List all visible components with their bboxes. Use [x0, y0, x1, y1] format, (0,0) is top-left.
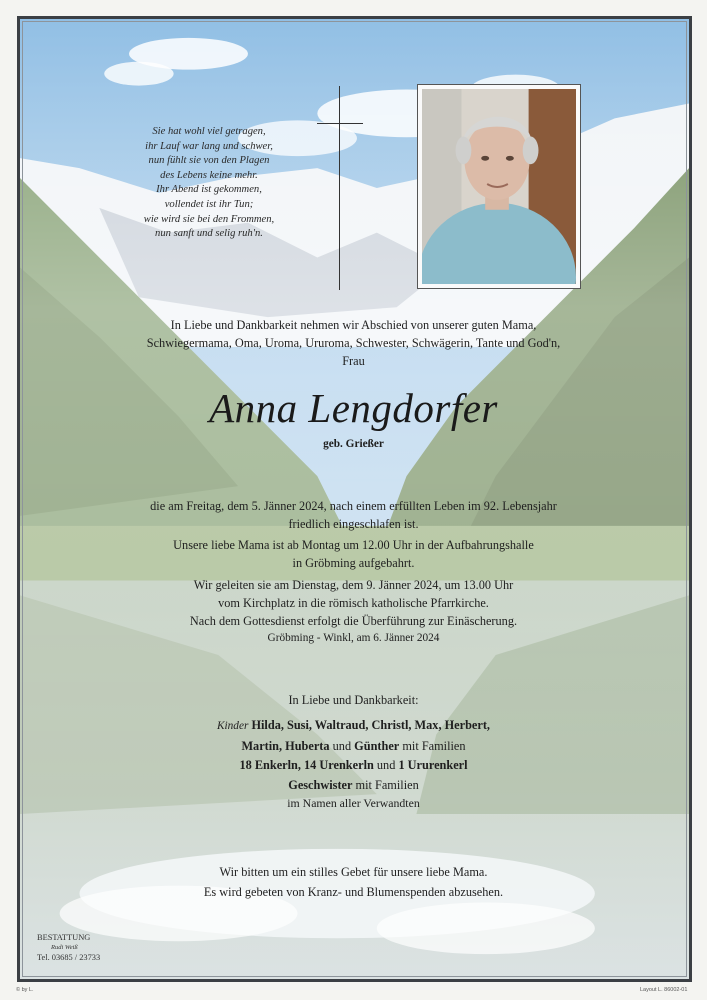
poem-line: Sie hat wohl viel getragen,: [152, 126, 266, 137]
siblings: Geschwister: [288, 777, 353, 792]
intro-line: Schwiegermama, Oma, Uroma, Ururoma, Schwester, Schwägerin, Tante und God'n,: [146, 336, 561, 350]
closing-line: Wir bitten um ein stilles Gebet für unsere liebe Mama.: [219, 865, 488, 879]
children-last: Günther: [354, 738, 400, 753]
intro-text: [0, 316, 707, 370]
intro-line: Frau: [342, 354, 365, 368]
children-line-2: [0, 737, 707, 757]
birth-name: geb. Grießer: [323, 438, 384, 450]
children-line: [0, 716, 707, 737]
poem-line: des Lebens keine mehr.: [160, 169, 258, 181]
cross-icon: [339, 86, 340, 290]
death-paragraph: [0, 497, 707, 533]
funeral-paragraph: [0, 576, 707, 630]
children-label: Kinder: [216, 720, 249, 732]
grandchildren: 18 Enkerln, 14 Urenkerln: [239, 758, 374, 772]
and-word: und: [332, 738, 352, 753]
paragraph-line: in Gröbming aufgebahrt.: [292, 556, 415, 570]
intro-line: In Liebe und Dankbarkeit nehmen wir Abschied von unserer guten Mama,: [170, 318, 537, 332]
paragraph-line: die am Freitag, dem 5. Jänner 2024, nach einem erfüllten Leben im 92. Lebensjahr: [150, 499, 557, 513]
paragraph-line: vom Kirchplatz in die römisch katholische Pfarrkirche.: [218, 596, 489, 610]
paragraph-line: friedlich eingeschlafen ist.: [288, 517, 419, 531]
poem-line: wie wird sie bei den Frommen,: [143, 213, 275, 225]
poem-line: ihr Lauf war lang und schwer,: [145, 140, 273, 152]
undertaker-name: Rudi Weiß: [51, 944, 78, 951]
with-families: mit Familien: [355, 777, 419, 792]
mourners-list: [0, 716, 707, 795]
place-date: Gröbming - Winkl, am 6. Jänner 2024: [267, 632, 440, 644]
children-names: Hilda, Susi, Waltraud, Christl, Max, Herbert,: [251, 718, 490, 732]
with-families: mit Familien: [402, 738, 466, 753]
poem: [120, 125, 298, 242]
poem-line: nun sanft und selig ruh'n.: [155, 228, 263, 240]
mourners-heading: In Liebe und Dankbarkeit:: [288, 693, 419, 707]
portrait-photo: [417, 84, 581, 289]
closing-text: [0, 862, 707, 902]
undertaker-title: BESTATTUNG: [37, 933, 91, 942]
layout-code: Layout L. 86002-01: [640, 987, 688, 993]
undertaker-logo: [37, 933, 100, 963]
poem-line: nun fühlt sie von den Plagen: [148, 155, 270, 167]
paragraph-line: Nach dem Gottesdienst erfolgt die Überführung zur Einäscherung.: [189, 614, 518, 628]
cross-icon-bar: [317, 123, 363, 124]
closing-line: Es wird gebeten von Kranz- und Blumenspenden abzusehen.: [203, 885, 504, 899]
paragraph-line: Wir geleiten sie am Dienstag, dem 9. Jänner 2024, um 13.00 Uhr: [193, 578, 514, 592]
all-relatives: im Namen aller Verwandten: [287, 796, 420, 810]
copyright-code: © by L.: [16, 987, 34, 993]
undertaker-phone: Tel. 03685 / 23733: [37, 953, 101, 962]
children-names-2: Martin, Huberta: [241, 738, 330, 753]
great-great-grandchild: 1 Ururenkerl: [398, 758, 468, 772]
and-word: und: [376, 758, 396, 772]
deceased-name: Anna Lengdorfer: [209, 385, 498, 431]
paragraph-line: Unsere liebe Mama ist ab Montag um 12.00 Uhr in der Aufbahrungshalle: [173, 538, 534, 552]
siblings-line: [0, 776, 707, 796]
poem-line: Ihr Abend ist gekommen,: [156, 184, 262, 196]
viewing-paragraph: [0, 536, 707, 572]
grandchildren-line: [0, 756, 707, 776]
poem-line: vollendet ist ihr Tun;: [164, 198, 254, 210]
